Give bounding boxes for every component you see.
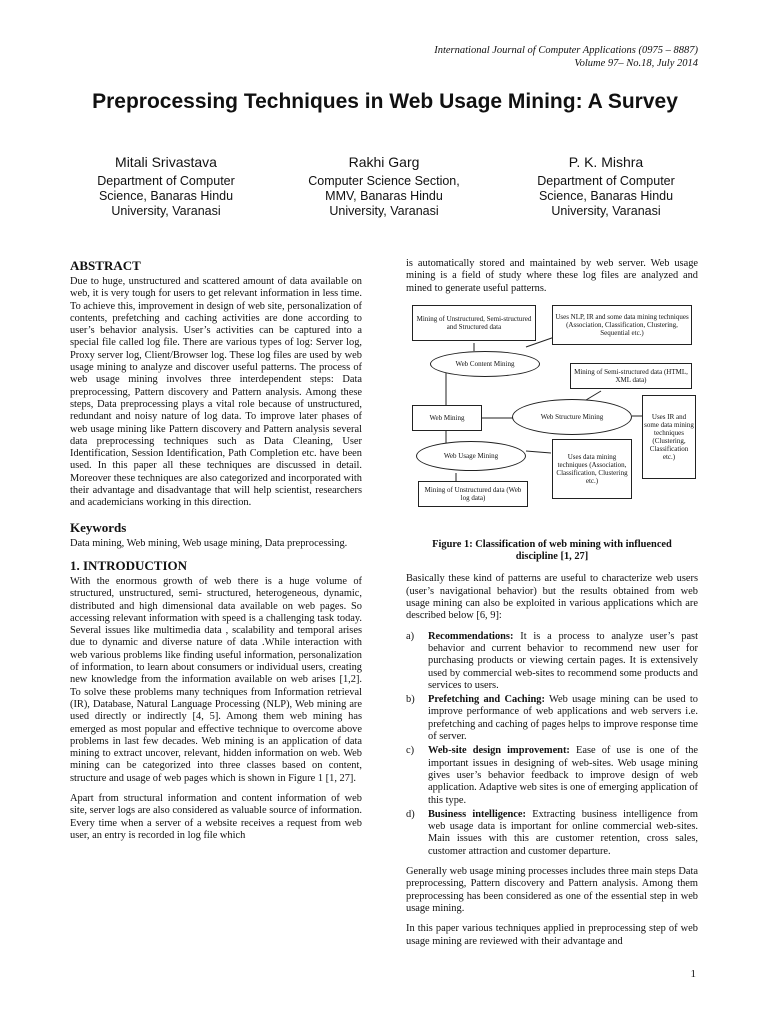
abstract-text: Due to huge, unstructured and scattered amount of data available on web, it is very tough for users to get relevant information in less time. To achieve this, improvement in design of web site, personalization of contents, prefetching and caching activities are done according to user’s behavior analysis. User’s activities can be captured into a special file called log file. There are various types of log: Server log, Proxy server log, Client/Browser log. These log files are used by web usage mining to analyze and discover useful patterns. The process of web usage mining involves three interdependent steps: Data preprocessing, Pattern discovery and Pattern analysis. Among these steps, Data preprocessing plays a vital role because of unstructured, redundant and noisy nature of log data. To improve later phases of web usage mining like Pattern discovery and Pattern analysis several data preprocessing techniques such as Data Cleaning, User Identification, Session Identification, Path Completion etc. have been used. In this paper all these techniques are discussed in detail. Moreover these techniques are also categorized and incorporated with their advantage and disadvantage that will help scientist, researchers and academicians working in this direction. [70, 276, 362, 509]
journal-name: International Journal of Computer Applications (0975 – 8887) [434, 45, 698, 56]
list-item-label: Business intelligence: [428, 808, 526, 820]
applications-list [406, 631, 698, 858]
author-name: P. K. Mishra [568, 154, 644, 170]
keywords-heading: Keywords [70, 519, 127, 535]
author-affiliation: Department of Computer [97, 174, 235, 188]
diagram-node-web-usage-mining: Web Usage Mining [416, 441, 526, 471]
author-affiliation: University, Varanasi [111, 204, 221, 218]
author-block-3 [496, 155, 716, 219]
diagram-node-structure-techniques: Uses IR and some data mining techniques (Clustering, Classification etc.) [642, 395, 696, 479]
list-marker: d) [406, 808, 415, 820]
list-item [406, 745, 698, 806]
author-affiliation: Computer Science Section, [308, 174, 460, 188]
list-marker: c) [406, 745, 415, 757]
diagram-node-web-content-mining: Web Content Mining [430, 351, 540, 377]
list-item-label: Recommendations: [428, 630, 514, 642]
diagram-node-web-mining: Web Mining [412, 405, 482, 431]
diagram-node-structure-data: Mining of Semi-structured data (HTML, XML data) [570, 363, 692, 389]
list-item-text: Web usage mining can be used to improve performance of web applications and web servers i.e. prefetching and caching of pages helps to improve response time of server. [428, 694, 699, 743]
list-marker: b) [406, 694, 415, 706]
author-affiliation: MMV, Banaras Hindu [325, 189, 443, 203]
right-column [406, 258, 698, 956]
author-block-1 [56, 155, 276, 219]
author-block-2 [274, 155, 494, 219]
author-affiliation: University, Varanasi [551, 204, 661, 218]
diagram-node-usage-techniques: Uses data mining techniques (Association, Classification, Clustering etc.) [552, 439, 632, 499]
author-affiliation: Science, Banaras Hindu [98, 189, 234, 203]
keywords-text: Data mining, Web mining, Web usage mining, Data preprocessing. [70, 537, 348, 549]
author-affiliation: Science, Banaras Hindu [538, 189, 674, 203]
abstract-heading: ABSTRACT [70, 258, 141, 273]
intro-paragraph-1: With the enormous growth of web there is a huge volume of structured, unstructured, semi- structured, heterogeneous, dynamic, distributed and high dimensional data available on web pages. So accessing relevant information with speed is a challenging task today. Several issues like multimedia data , scalability and temporal arises due to dynamic and diverse nature of data .While interaction with web various problems like finding useful information, personalization of information, to learn about consumers or individual users, creating new knowledge from the information available on web arises [1,2]. To solve these problems many techniques from Information retrieval (IR), Database, Natural Language Processing (NLP), Web mining are used directly or indirectly [4, 5]. Among them web mining has emerged as most popular and effective technique to overcome above problems in last few decades. Web mining is an application of data mining to extract uncover, relevant, hidden information on web. Web mining can be categorized into three classes based on content, structure and usage of web pages which is shown in Figure 1 [1, 27]. [70, 575, 362, 784]
diagram-node-web-structure-mining: Web Structure Mining [512, 399, 632, 435]
list-item-label: Prefetching and Caching: [428, 694, 545, 706]
list-item-label: Web-site design improvement: [428, 745, 570, 757]
page-number: 1 [690, 968, 696, 980]
right-paragraph-0: is automatically stored and maintained by web server. Web usage mining is a field of study where these log files are analyzed and mined to generate useful patterns. [406, 258, 698, 294]
right-paragraph-1: Basically these kind of patterns are useful to characterize web users (user’s navigational behavior) but the results obtained from web usage mining can also be exploited in various applications which are described below [6, 9]: [406, 573, 698, 622]
list-item [406, 631, 698, 692]
paper-title: Preprocessing Techniques in Web Usage Mining: A Survey [92, 90, 678, 113]
left-column [70, 258, 362, 850]
author-affiliation: University, Varanasi [329, 204, 439, 218]
author-name: Rakhi Garg [348, 154, 420, 170]
intro-paragraph-2: Apart from structural information and content information of web site, server logs are also considered as valuable source of information. Every time when a server of a website receives a request from web user, an entry is recorded in log file which [70, 792, 362, 841]
figure-1-diagram [406, 303, 698, 533]
author-affiliation: Department of Computer [537, 174, 675, 188]
list-marker: a) [406, 630, 415, 642]
right-paragraph-2: Generally web usage mining processes includes three main steps Data preprocessing, Pattern discovery and Pattern analysis. Among them preprocessing has been considered as one of the essential step in web usage mining. [406, 866, 698, 914]
list-item [406, 694, 698, 743]
list-item [406, 809, 698, 858]
list-item-text: It is a process to analyze user’s past behavior and current behavior to recommend new user for purchasing products or viewing certain pages. It is extensively used by commercial web-sites to recommend some products and services to users. [428, 630, 698, 691]
diagram-node-content-techniques: Uses NLP, IR and some data mining techniques (Association, Classification, Clustering, Sequential etc.) [552, 305, 692, 345]
right-paragraph-3: In this paper various techniques applied in preprocessing step of web usage mining are reviewed with their advantage and [406, 923, 698, 947]
diagram-node-usage-data: Mining of Unstructured data (Web log data) [418, 481, 528, 507]
list-item-text: Extracting business intelligence from web usage data is important for online commercial web-sites. Main issues with this are customer retention, cross sales, customer attraction and customer departure. [428, 808, 698, 857]
diagram-node-content-data: Mining of Unstructured, Semi-structured and Structured data [412, 305, 536, 341]
journal-header [434, 44, 698, 70]
journal-volume: Volume 97– No.18, July 2014 [574, 58, 698, 69]
figure-caption: Figure 1: Classification of web mining with influenced discipline [1, 27] [432, 538, 672, 563]
list-item-text: Ease of use is one of the important issues in designing of web-sites. Web usage mining gives user’s behavior feedback to improve design of web application. Adaptive web sites is one of emerging application of this type. [428, 745, 699, 806]
intro-heading: 1. INTRODUCTION [70, 557, 188, 573]
author-name: Mitali Srivastava [115, 154, 217, 170]
